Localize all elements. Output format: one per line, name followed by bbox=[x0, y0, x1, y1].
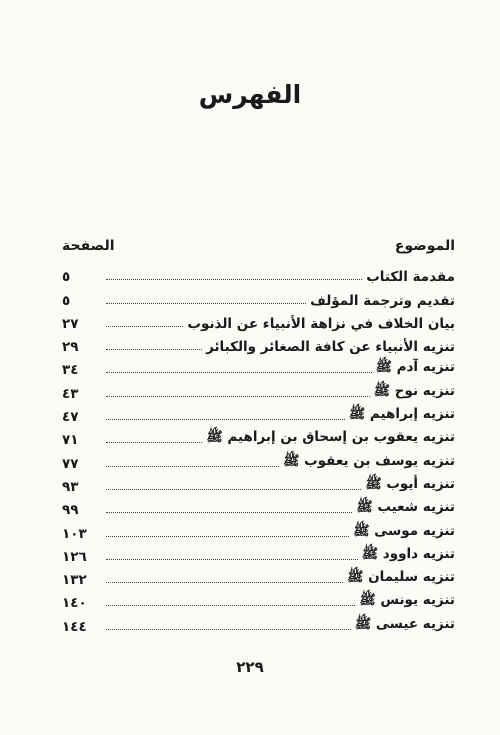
toc-entry-topic: تقديم وترجمة المؤلف bbox=[310, 292, 455, 309]
toc-entry bbox=[62, 262, 455, 285]
toc-entry-topic: تنزيه يوسف بن يعقوب ﷺ bbox=[283, 452, 455, 469]
toc-entry-page: ١٤٠ bbox=[62, 595, 87, 612]
toc-entry bbox=[62, 518, 455, 541]
toc-entry bbox=[62, 402, 455, 425]
toc-entry-page: ٣٤ bbox=[62, 362, 79, 379]
toc-entry-page: ٤٣ bbox=[62, 385, 79, 402]
page-column-header: الصفحة bbox=[62, 238, 115, 254]
table-of-contents bbox=[62, 262, 455, 635]
toc-entry-page: ١٣٢ bbox=[62, 572, 87, 589]
toc-entry-topic: تنزيه نوح ﷺ bbox=[373, 382, 455, 399]
toc-entry-topic: تنزيه سليمان ﷺ bbox=[347, 569, 455, 586]
toc-entry-topic: تنزيه عيسى ﷺ bbox=[354, 615, 455, 632]
dot-leader bbox=[106, 488, 361, 490]
dot-leader bbox=[106, 465, 279, 467]
toc-entry bbox=[62, 425, 455, 448]
dot-leader bbox=[106, 278, 362, 280]
dot-leader bbox=[106, 581, 343, 583]
dot-leader bbox=[106, 535, 349, 537]
toc-entry bbox=[62, 472, 455, 495]
toc-entry-topic: تنزيه يعقوب بن إسحاق بن إبراهيم ﷺ bbox=[206, 429, 455, 446]
dot-leader bbox=[106, 441, 202, 443]
toc-entry-page: ٩٩ bbox=[62, 502, 79, 519]
dot-leader bbox=[106, 418, 345, 420]
toc-entry-page: ٩٣ bbox=[62, 478, 79, 495]
toc-entry-page: ٢٧ bbox=[62, 315, 79, 332]
toc-entry-page: ٢٩ bbox=[62, 339, 79, 356]
toc-entry bbox=[62, 565, 455, 588]
dot-leader bbox=[106, 302, 306, 304]
toc-entry bbox=[62, 332, 455, 355]
toc-entry-topic: تنزيه داوود ﷺ bbox=[361, 545, 455, 562]
dot-leader bbox=[106, 395, 370, 397]
topic-column-header: الموضوع bbox=[394, 238, 455, 254]
dot-leader bbox=[106, 511, 352, 513]
toc-entry-page: ٧٧ bbox=[62, 455, 79, 472]
toc-entry bbox=[62, 495, 455, 518]
toc-entry bbox=[62, 448, 455, 471]
toc-entry bbox=[62, 309, 455, 332]
toc-entry-page: ١٢٦ bbox=[62, 548, 87, 565]
toc-entry-topic: تنزيه إبراهيم ﷺ bbox=[348, 406, 455, 423]
toc-entry-topic: مقدمة الكتاب bbox=[366, 269, 455, 286]
dot-leader bbox=[106, 558, 358, 560]
toc-entry bbox=[62, 611, 455, 634]
toc-entry-page: ٤٧ bbox=[62, 409, 79, 426]
toc-entry bbox=[62, 588, 455, 611]
toc-entry bbox=[62, 542, 455, 565]
page-number: ٢٢٩ bbox=[236, 658, 264, 676]
toc-entry-page: ١٠٣ bbox=[62, 525, 87, 542]
toc-entry-topic: تنزيه آدم ﷺ bbox=[375, 359, 455, 376]
dot-leader bbox=[106, 348, 202, 350]
toc-entry-page: ٥ bbox=[62, 292, 71, 309]
toc-entry bbox=[62, 285, 455, 308]
toc-entry-topic: بيان الخلاف في نزاهة الأنبياء عن الذنوب bbox=[187, 315, 455, 332]
toc-entry-topic: تنزيه شعيب ﷺ bbox=[356, 499, 455, 516]
toc-entry bbox=[62, 378, 455, 401]
dot-leader bbox=[106, 325, 183, 327]
toc-entry-topic: تنزيه الأنبياء عن كافة الصغائر والكبائر bbox=[206, 339, 455, 356]
dot-leader bbox=[106, 371, 372, 373]
toc-entry bbox=[62, 355, 455, 378]
toc-entry-page: ٥ bbox=[62, 269, 71, 286]
dot-leader bbox=[106, 628, 351, 630]
toc-entry-topic: تنزيه أيوب ﷺ bbox=[365, 475, 455, 492]
toc-entry-page: ١٤٤ bbox=[62, 618, 87, 635]
page-title: الفهرس bbox=[198, 80, 302, 109]
toc-entry-page: ٧١ bbox=[62, 432, 79, 449]
toc-entry-topic: تنزيه موسى ﷺ bbox=[353, 522, 455, 539]
dot-leader bbox=[106, 604, 355, 606]
toc-entry-topic: تنزيه يونس ﷺ bbox=[359, 592, 455, 609]
